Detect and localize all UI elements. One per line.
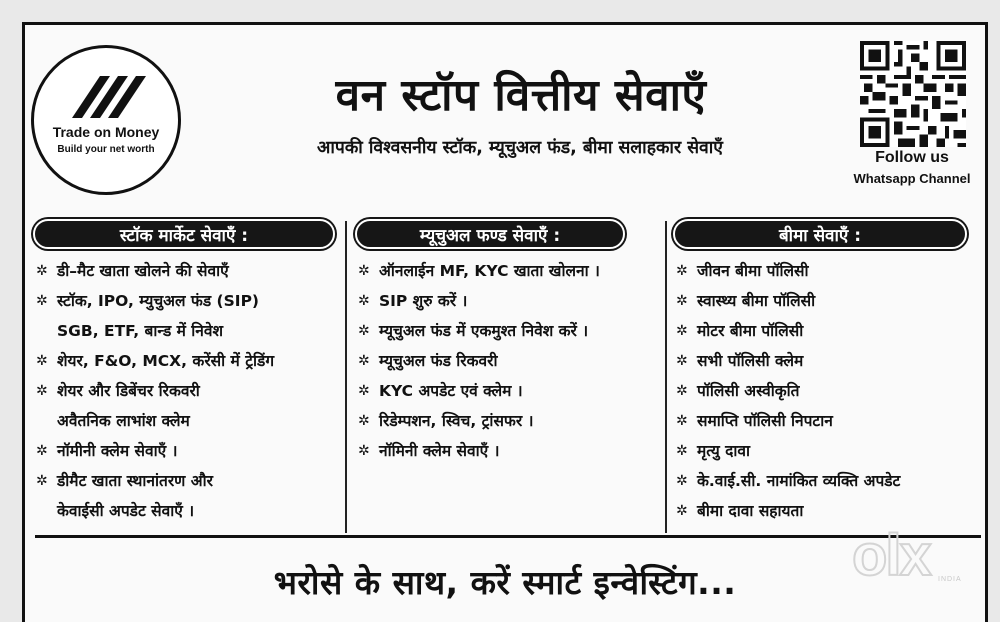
list-item: ✲ मृत्यु दावा bbox=[673, 436, 973, 466]
asterisk-bullet-icon: ✲ bbox=[676, 263, 688, 279]
list-item: ✲ ऑनलाईन MF, KYC खाता खोलना । bbox=[355, 256, 667, 286]
asterisk-bullet-icon: ✲ bbox=[36, 473, 48, 489]
list-item: ✲ के.वाई.सी. नामांकित व्यक्ति अपडेट bbox=[673, 466, 973, 496]
list-item: ✲ नॉमिनी क्लेम सेवाएँ । bbox=[355, 436, 667, 466]
asterisk-bullet-icon: ✲ bbox=[36, 293, 48, 309]
mutual-fund-heading: म्यूचुअल फण्ड सेवाएँ : bbox=[355, 219, 625, 249]
list-item: ✲ पॉलिसी अस्वीकृति bbox=[673, 376, 973, 406]
asterisk-bullet-icon: ✲ bbox=[358, 263, 370, 279]
stock-market-heading: स्टॉक मार्केट सेवाएँ : bbox=[33, 219, 335, 249]
insurance-list bbox=[673, 256, 973, 526]
asterisk-bullet-icon: ✲ bbox=[676, 383, 688, 399]
list-item: ✲ डी–मैट खाता खोलने की सेवाएँ bbox=[33, 256, 345, 286]
asterisk-bullet-icon: ✲ bbox=[36, 263, 48, 279]
insurance-section bbox=[673, 219, 973, 526]
asterisk-bullet-icon: ✲ bbox=[358, 353, 370, 369]
asterisk-bullet-icon: ✲ bbox=[676, 443, 688, 459]
asterisk-bullet-icon: ✲ bbox=[36, 443, 48, 459]
asterisk-bullet-icon: ✲ bbox=[676, 323, 688, 339]
list-item: ✲ समाप्ति पॉलिसी निपटान bbox=[673, 406, 973, 436]
footer-divider bbox=[35, 535, 981, 538]
advertisement-frame bbox=[22, 22, 988, 622]
list-item: ✲ जीवन बीमा पॉलिसी bbox=[673, 256, 973, 286]
mutual-fund-section bbox=[355, 219, 667, 466]
list-item: ✲ शेयर और डिबेंचर रिकवरी अवैतनिक लाभांश क्लेम bbox=[33, 376, 345, 436]
asterisk-bullet-icon: ✲ bbox=[358, 293, 370, 309]
asterisk-bullet-icon: ✲ bbox=[36, 383, 48, 399]
asterisk-bullet-icon: ✲ bbox=[36, 353, 48, 369]
page-subtitle: आपकी विश्वसनीय स्टॉक, म्यूचुअल फंड, बीमा सलाहकार सेवाएँ bbox=[317, 138, 723, 158]
column-divider bbox=[665, 221, 667, 533]
asterisk-bullet-icon: ✲ bbox=[676, 473, 688, 489]
whatsapp-channel-text: Whatsapp Channel bbox=[853, 171, 971, 186]
list-item: ✲ शेयर, F&O, MCX, करेंसी में ट्रेडिंग bbox=[33, 346, 345, 376]
asterisk-bullet-icon: ✲ bbox=[358, 383, 370, 399]
list-item: ✲ बीमा दावा सहायता bbox=[673, 496, 973, 526]
brand-logo bbox=[31, 45, 181, 195]
follow-us-text: Follow us bbox=[875, 149, 949, 166]
olx-watermark-india: INDIA bbox=[938, 576, 962, 583]
asterisk-bullet-icon: ✲ bbox=[676, 503, 688, 519]
qr-code-icon[interactable] bbox=[859, 41, 967, 147]
asterisk-bullet-icon: ✲ bbox=[358, 323, 370, 339]
asterisk-bullet-icon: ✲ bbox=[676, 353, 688, 369]
list-item: ✲ रिडेम्पशन, स्विच, ट्रांसफर । bbox=[355, 406, 667, 436]
list-item: ✲ म्यूचुअल फंड रिकवरी bbox=[355, 346, 667, 376]
asterisk-bullet-icon: ✲ bbox=[676, 413, 688, 429]
list-item: ✲ स्वास्थ्य बीमा पॉलिसी bbox=[673, 286, 973, 316]
list-item: ✲ म्यूचुअल फंड में एकमुश्त निवेश करें । bbox=[355, 316, 667, 346]
logo-stripes-icon bbox=[56, 72, 156, 120]
olx-watermark: olx bbox=[852, 523, 930, 588]
stock-market-list bbox=[33, 256, 345, 526]
asterisk-bullet-icon: ✲ bbox=[676, 293, 688, 309]
mutual-fund-list bbox=[355, 256, 667, 466]
page-title: वन स्टॉप वित्तीय सेवाएँ bbox=[335, 70, 707, 121]
stock-market-section bbox=[33, 219, 345, 526]
column-divider bbox=[345, 221, 347, 533]
list-item: ✲ स्टॉक, IPO, म्युचुअल फंड (SIP) SGB, ETF, बान्ड में निवेश bbox=[33, 286, 345, 346]
brand-name: Trade on Money bbox=[52, 124, 160, 140]
list-item: ✲ KYC अपडेट एवं क्लेम । bbox=[355, 376, 667, 406]
asterisk-bullet-icon: ✲ bbox=[358, 413, 370, 429]
list-item: ✲ डीमैट खाता स्थानांतरण और केवाईसी अपडेट सेवाएँ । bbox=[33, 466, 345, 526]
list-item: ✲ सभी पॉलिसी क्लेम bbox=[673, 346, 973, 376]
insurance-heading: बीमा सेवाएँ : bbox=[673, 219, 967, 249]
footer-slogan: भरोसे के साथ, करें स्मार्ट इन्वेस्टिंग... bbox=[273, 563, 737, 602]
list-item: ✲ नॉमीनी क्लेम सेवाएँ । bbox=[33, 436, 345, 466]
brand-tagline: Build your net worth bbox=[57, 144, 155, 155]
list-item: ✲ मोटर बीमा पॉलिसी bbox=[673, 316, 973, 346]
list-item: ✲ SIP शुरु करें । bbox=[355, 286, 667, 316]
asterisk-bullet-icon: ✲ bbox=[358, 443, 370, 459]
